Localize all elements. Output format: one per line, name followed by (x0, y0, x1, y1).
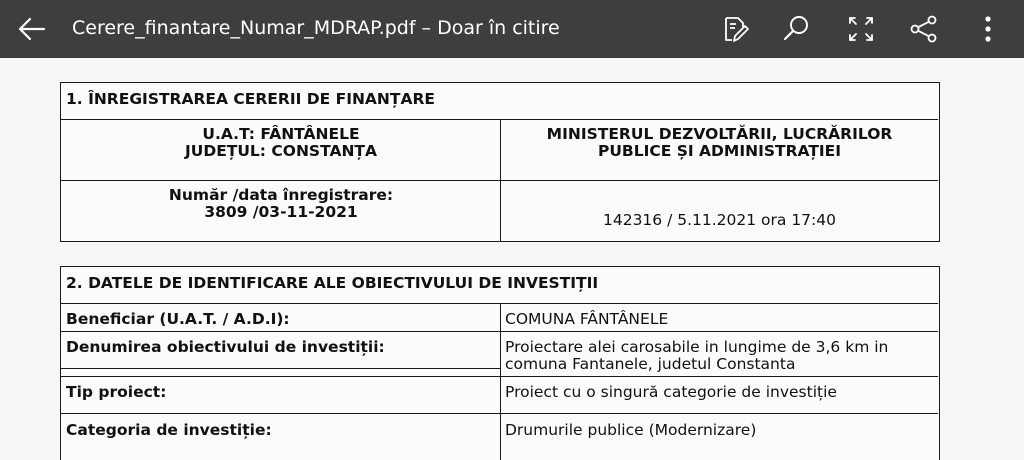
section-2-heading: 2. DATELE DE IDENTIFICARE ALE OBIECTIVULUI DE INVESTIȚII (66, 274, 599, 292)
share-icon[interactable] (906, 11, 942, 47)
ministry-name: MINISTERUL DEZVOLTĂRII, LUCRĂRILOR PUBLICE ȘI ADMINISTRAȚIEI (546, 125, 893, 160)
project-type-label: Tip proiect: (66, 383, 167, 401)
fullscreen-icon[interactable] (843, 11, 879, 47)
edit-document-icon[interactable] (717, 11, 753, 47)
registration-label: Număr /data înregistrare: 3809 /03-11-2021 (168, 186, 394, 221)
registration-table (60, 82, 940, 242)
investment-category-label: Categoria de investiție: (66, 421, 272, 439)
beneficiary-value: COMUNA FÂNTÂNELE (505, 310, 669, 328)
section-1-heading: 1. ÎNREGISTRAREA CERERII DE FINANȚARE (66, 90, 435, 108)
uat-label: U.A.T: FÂNTÂNELE JUDEȚUL: CONSTANȚA (184, 125, 378, 160)
back-arrow-icon[interactable] (16, 13, 48, 45)
document-title: Cerere_finantare_Numar_MDRAP.pdf – Doar în citire (72, 17, 560, 39)
objective-name-label: Denumirea obiectivului de investiții: (66, 338, 385, 356)
project-type-value: Proiect cu o singură categorie de investiție (505, 383, 837, 401)
beneficiary-label: Beneficiar (U.A.T. / A.D.I): (66, 310, 290, 328)
search-icon[interactable] (779, 11, 815, 47)
app-bar (0, 0, 1024, 58)
pdf-page[interactable] (0, 58, 1024, 460)
investment-table (60, 266, 940, 460)
registration-value: 142316 / 5.11.2021 ora 17:40 (602, 211, 836, 229)
more-vertical-icon[interactable] (970, 11, 1006, 47)
investment-category-value: Drumurile publice (Modernizare) (505, 421, 757, 439)
objective-name-value: Proiectare alei carosabile in lungime de 3,6 km in comuna Fantanele, judetul Constanta (505, 338, 889, 373)
